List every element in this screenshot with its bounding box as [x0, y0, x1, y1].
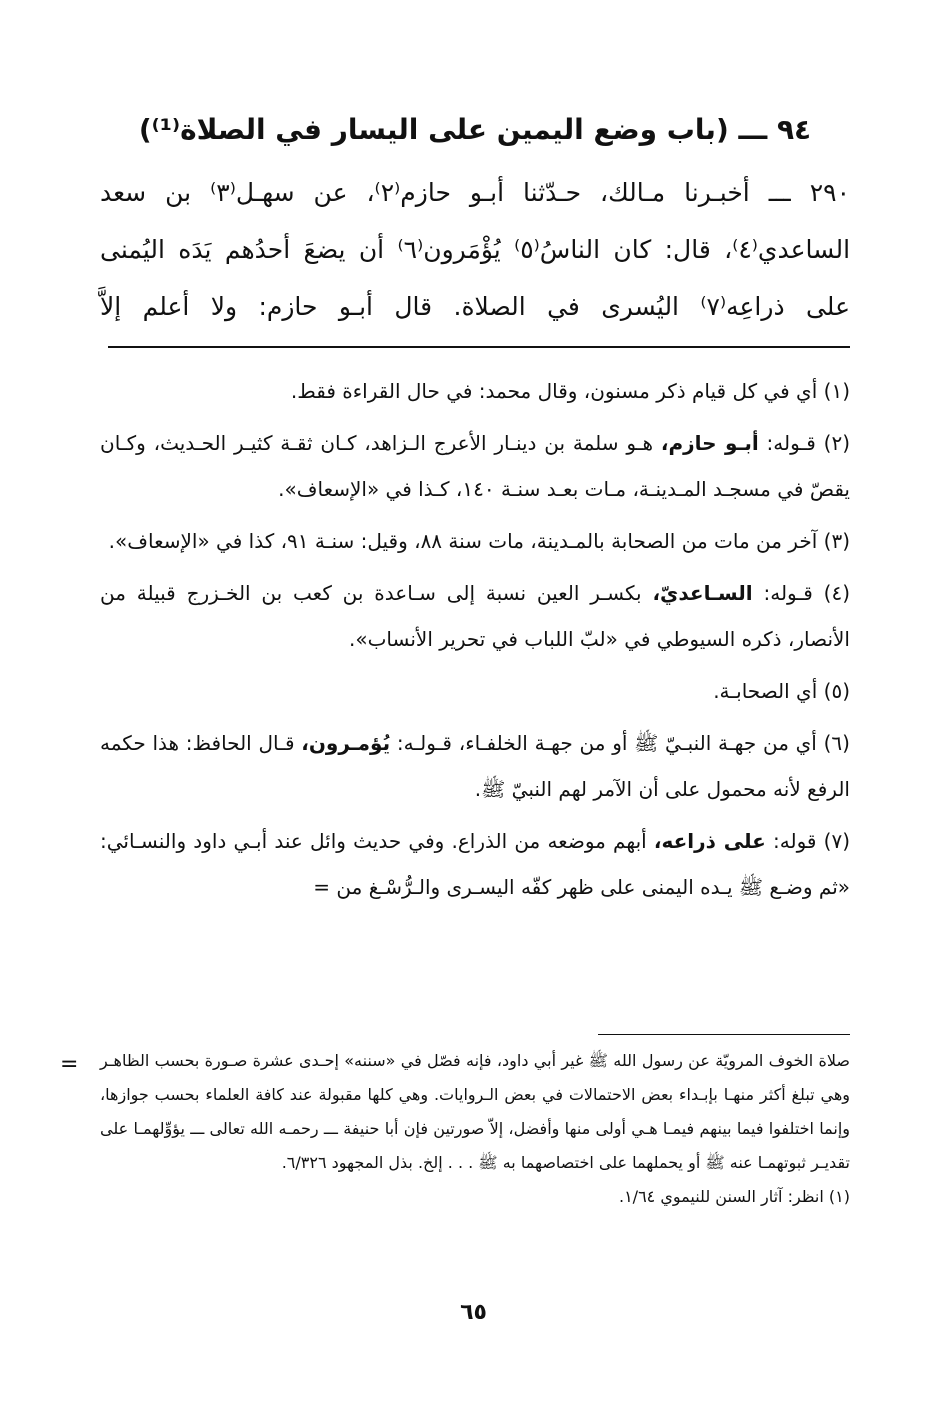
secondary-footnote-separator	[598, 1034, 850, 1035]
bottom-footnote-1	[100, 1180, 850, 1214]
footnote-lead: أي من جهـة النبـيّ ﷺ أو من جهـة الخلفـاء، قـولـه:	[396, 731, 817, 755]
footnote-number: (٤)	[823, 581, 850, 605]
footnote-number: (١)	[828, 1187, 850, 1206]
bottom-notes	[100, 1044, 850, 1214]
footnote-text: أي الصحابـة.	[713, 679, 818, 703]
footnote-keyword: يُؤمـرون،	[301, 731, 391, 755]
footnote-text: أبهم موضعه من الذراع. وفي حديث وائل عند أبـي داود والنسـائي: «ثم وضـع ﷺ يـده اليمنى على ظهر كفّه اليسـرى والـرُّسْـغ من =	[100, 829, 850, 899]
footnote-1	[100, 368, 850, 414]
footnote-lead: قوله:	[773, 829, 817, 853]
footnote-number: (٧)	[823, 829, 851, 853]
footnote-4	[100, 570, 850, 662]
footnote-5	[100, 668, 850, 714]
footnote-keyword: السـاعديّ،	[652, 581, 753, 605]
footnote-separator	[108, 346, 850, 348]
footnote-3	[100, 518, 850, 564]
footnote-text: آخر من مات من الصحابة بالمـدينة، مات سنة ٨٨، وقيل: سنـة ٩١، كذا في «الإسعاف».	[108, 529, 818, 553]
page-number: ٦٥	[460, 1300, 487, 1325]
footnote-number: (٣)	[823, 529, 850, 553]
footnote-keyword: على ذراعه،	[653, 829, 766, 853]
footnote-number: (٢)	[823, 431, 851, 455]
chapter-title: ٩٤ ـــ (باب وضع اليمين على اليسار في الصلاة⁽¹⁾)	[138, 113, 812, 146]
footnote-text: بكسـر العين نسبة إلى سـاعدة بن كعب بن الخـزرج قبيلة من الأنصار، ذكره السيوطي في «لبّ اللباب في تحرير الأنساب».	[100, 581, 850, 651]
footnote-lead: قـوله:	[766, 431, 816, 455]
footnotes	[100, 368, 850, 916]
footnote-6	[100, 720, 850, 812]
footnote-text: قـال الحافظ: هذا حكمه الرفع لأنه محمول على أن الآمر لهم النبيّ ﷺ.	[100, 731, 850, 801]
continued-footnote: صلاة الخوف المرويّة عن رسول الله ﷺ غير أبي داود، فإنه فصّل في «سننه» إحـدى عشرة صـورة بحسب الظاهـر وهي تبلغ أكثر منهـا بإبـداء بعض الاحتمالات في بعض الـروايات. وهي كلها مقبولة عند كافة العلماء بحسب جوازها، وإنما اختلفوا فيما بينهم فيمـا هـي أولى منها وأفضل، إلاّ صورتين فإن أبا حنيفة ـــ رحمـه الله تعالى ـــ يؤوِّلهمـا على تقديـر ثبوتهمـا عنه ﷺ أو يحملهما على اختصاصهما به ﷺ . . . إلخ. بذل المجهود ٦/٣٢٦.	[100, 1051, 850, 1172]
footnote-keyword: أبـو حازم،	[660, 431, 759, 455]
footnote-7	[100, 818, 850, 910]
footnote-number: (٥)	[823, 679, 850, 703]
continuation-mark-left: =	[60, 1052, 79, 1077]
footnote-text: انظر: آثار السنن للنيموي ١/٦٤.	[618, 1187, 824, 1206]
footnote-number: (١)	[823, 379, 850, 403]
hadith-paragraph: ٢٩٠ ـــ أخبـرنا مـالك، حـدّثنا أبـو حازم⁽٢⁾، عن سهـل⁽٣⁾ بن سعد الساعدي⁽٤⁾، قال: كان الناسُ⁽٥⁾ يُؤْمَرون⁽٦⁾ أن يضعَ أحدُهم يَدَه اليُمنى على ذراعِه⁽٧⁾ اليُسرى في الصلاة. قال أبـو حازم: ولا أعلم إلاَّ	[100, 178, 851, 321]
footnote-text: هـو سلمة بن دينـار الأعرج الـزاهد، كـان ثقـة كثيـر الحـديث، وكـان يقصّ في مسجـد المـدينـة، مـات بعـد سنـة ١٤٠، كـذا في «الإسعاف».	[100, 431, 850, 501]
hadith-text	[100, 164, 850, 335]
footnote-text: أي في كل قيام ذكر مسنون، وقال محمد: في حال القراءة فقط.	[290, 379, 818, 403]
footnote-number: (٦)	[823, 731, 850, 755]
footnote-lead: قـوله:	[763, 581, 813, 605]
footnote-2	[100, 420, 850, 512]
